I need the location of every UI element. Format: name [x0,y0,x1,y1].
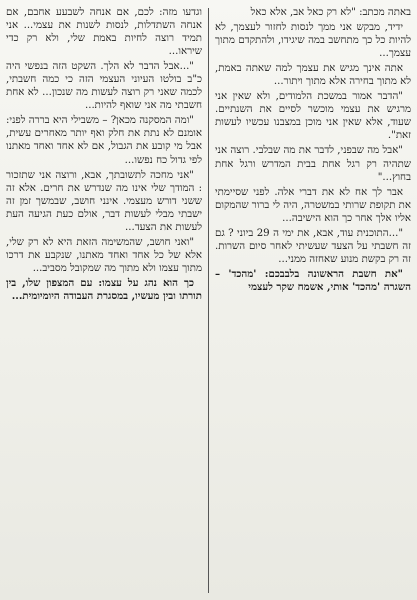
paragraph: ידיד, מבקש אני ממך לנסות לחזור לעצמך, לא להיות כל כך מתחשב במה שיגידו, ולהתקדם מתוך עצמך... [215,22,411,60]
paragraph: "את חשבת הראשונה בלבבכם: 'מהכד' – השגרה 'מהכד' אותי, אשמח שקר לעצמי [215,267,411,293]
paragraph: "אני מחכה לתשובתך, אבא, ורוצה אני שתזכור : המודך שלי אינו מה שנדרש את חרים. אלא זה ששני דורש מעצמי. אינני חושב, שבמשך זמן זה ישבתי מבלי לעשות דבר, אולם כעת הגיעה העת לעשות את הצעד... [6,169,202,233]
paragraph: באתה מכתב: "לא רק כאל אב, אלא כאל [250,7,411,18]
paragraph: כך הוא נהג על עצמו: עם המצפון שלו, בין תורתו ובין מעשיו, במסגרת העבודה היומיומית... [6,276,202,302]
paragraph: "...אבל הדבר לא הלך. השקט הזה בנפשי היה כ"ב בולטו העיוני העצמי הזה כי כמה חשבתי, לכמה שאני רק רוצה לעשות מה שנכון... לא אחת חשבתי מה אני שואף להיות... [6,61,202,112]
paragraph: אבר לך אח לא את דברי אלה. לפני שסיימתי את תקופת שרותי במשטרה, היה לי ברור שהמקום אליו אלך אחר כך הוא הישיבה... [215,186,411,224]
column-divider [208,8,209,593]
paragraph: וגדעו מזה: לכם, אם אנחה לשבעע אחבם, אם אנחה השתדלות, לנסות לשנות את עצמי... אני תמיד רוצה לחיות באמת שלי, ולא רק כדי שיראו... [6,7,202,58]
text-column-left [6,6,202,594]
text-column-right [215,6,411,594]
paragraph: "ואני חושב, שהמשימה הזאת היא לא רק שלי, אלא של כל אחד ואחד מאתנו, שנקבע את דרכו מתוך עצמו ולא מתוך מה שמקובל מסביב... [6,236,202,274]
paragraph: "אבל מה שבפני, לדבר את מה שבלבי. רוצה אני שתהיה רק רגל אחת בבית המדרש ורגל אחת בחוץ..." [215,145,411,183]
paragraph: "ומה המסקנה מכאן? – משבילי היא בררה לפני: אומנם לא נתת את חלק ואף יותר מאחרים עשית, אבל מי קובע את הגבול, אם לא אחד ואחד מאתנו לפי גדול כח נפשו... [6,115,202,166]
paragraph: אתה אינך מגיש את עצמך למה שאתה באמת, לא מתוך בחירה אלא מתוך ויתור... [215,63,411,88]
paragraph: "...התוכנית עוד, אבא, את ימי ה 29 ביוני ? גם זה חשבתי על הצעד שעשיתי לאחר סיום השרות. זה רק בקשת מנוע שאחזה ממני... [215,227,411,265]
paragraph: "הדבר אמור במשכת הלמודים, ולא שאין אני מרגיש את עצמי מוכשר לסיים את השנתיים. שעוד, אלא שאין אני מוכן במצבנו עכשיו לעשות זאת". [215,91,411,142]
